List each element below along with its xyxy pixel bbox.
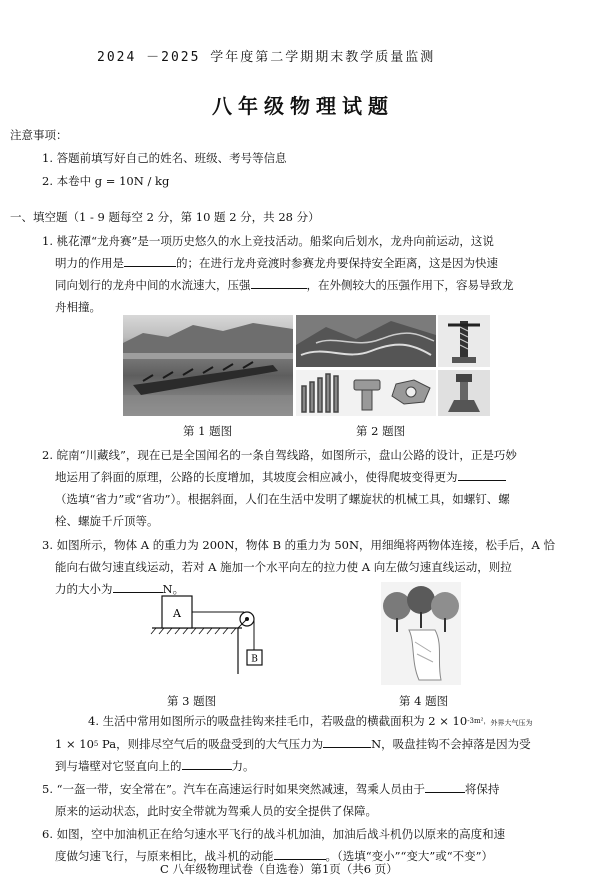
q1-text: 同向划行的龙舟中间的水流速大，压强 xyxy=(55,278,251,292)
suction-hook-image xyxy=(381,582,461,685)
q1-text: 明力的作用是 xyxy=(55,256,124,270)
q1-text: 的；在进行龙舟竞渡时参赛龙舟要保持安全距离，这是因为快速 xyxy=(176,256,498,270)
q4-text: 力。 xyxy=(231,759,255,773)
dragon-boat-image xyxy=(123,315,293,416)
q3-line: 3. 如图所示，物体 A 的重力为 200N，物体 B 的重力为 50N，用细绳将两物体连接，松手后，A 恰 xyxy=(42,538,555,552)
q3-text: 力的大小为 xyxy=(55,582,113,596)
q4-text: 到与墙壁对它竖直向上的 xyxy=(55,759,182,773)
q3-line: 能向右做匀速直线运动，若对 A 施加一个水平向左的拉力使 A 向左做匀速直线运动，则拉 xyxy=(55,560,512,574)
figure-caption: 第 1 题图 xyxy=(183,424,233,438)
exam-header: 2024 －2025 学年度第二学期期末教学质量监测 xyxy=(97,50,436,65)
dragon-boat-photo xyxy=(123,315,293,416)
q4-text: N，吸盘挂钩不会掉落是因为受 xyxy=(371,737,531,751)
q5-text: 将保持 xyxy=(464,782,500,796)
block-b-label: B xyxy=(251,654,258,665)
q4-line xyxy=(88,710,532,734)
pulley-diagram xyxy=(150,588,270,674)
answer-blank[interactable] xyxy=(182,756,232,770)
block-a-label: A xyxy=(173,607,181,620)
answer-blank[interactable] xyxy=(124,253,176,267)
q2-line: 栓、螺旋千斤顶等。 xyxy=(55,514,159,528)
q3-text: N。 xyxy=(162,582,185,596)
q2-line: 2. 皖南“川藏线”，现在已是全国闻名的一条自驾线路，如图所示，盘山公路的设计，正是巧妙 xyxy=(42,448,517,462)
q6-text: 度做匀速飞行，与原来相比，战斗机的动能 xyxy=(55,849,274,863)
q1-text: ，在外侧较大的压强作用下，容易导致龙 xyxy=(306,278,514,292)
q4-exponent: -3m²， xyxy=(467,717,491,725)
jack-diagram xyxy=(438,315,490,367)
q6-line: 6. 如图，空中加油机正在给匀速水平飞行的战斗机加油，加油后战斗机仍以原来的高度和速 xyxy=(42,827,506,841)
q5-text: 5. “一盔一带，安全常在”。汽车在高速运行时如果突然减速，驾乘人员由于 xyxy=(42,782,425,796)
figure-caption: 第 2 题图 xyxy=(356,424,406,438)
q4-exponent: 5 xyxy=(93,740,99,748)
page-title: 八年级物理试题 xyxy=(212,94,394,118)
notice-item: 1. 答题前填写好自己的姓名、班级、考号等信息 xyxy=(42,151,287,165)
answer-blank[interactable] xyxy=(251,275,307,289)
notice-item: 2. 本卷中 g = 10N / kg xyxy=(42,174,170,188)
q5-line: 原来的运动状态，此时安全带就为驾乘人员的安全提供了保障。 xyxy=(55,804,377,818)
screws-bolts-photo xyxy=(296,370,436,416)
q4-line xyxy=(55,755,255,777)
q1-line xyxy=(55,274,514,296)
q1-line: 1. 桃花潭“龙舟赛”是一项历史悠久的水上竞技活动。船桨向后划水，龙舟向前运动，这说 xyxy=(42,234,494,248)
screw-jack-image xyxy=(438,315,490,367)
q4-text: 4. 生活中常用如图所示的吸盘挂钩来挂毛巾，若吸盘的横截面积为 2 × 10 xyxy=(88,714,468,728)
figure-caption: 第 3 题图 xyxy=(167,694,217,708)
jack-photo xyxy=(438,370,490,416)
q5-line xyxy=(42,778,499,800)
section-heading: 一、填空题（1 - 9 题每空 2 分，第 10 题 2 分，共 28 分） xyxy=(10,210,320,224)
figure-caption: 第 4 题图 xyxy=(399,694,449,708)
q2-line xyxy=(55,466,506,488)
q4-line xyxy=(55,733,531,755)
answer-blank[interactable] xyxy=(458,467,506,481)
answer-blank[interactable] xyxy=(425,779,465,793)
q2-line: （选填“省力”或“省功”）。根据斜面，人们在生活中发明了螺旋状的机械工具，如螺钉、螺 xyxy=(55,492,510,506)
page-footer: C 八年级物理试卷（自选卷）第1页（共6 页） xyxy=(160,862,398,876)
q1-line xyxy=(55,252,498,274)
answer-blank[interactable] xyxy=(323,734,371,748)
q2-text: 地运用了斜面的原理，公路的长度增加，其坡度会相应减小，使得爬坡变得更为 xyxy=(55,470,458,484)
mountain-road-photo xyxy=(296,315,436,367)
q4-text: 外界大气压为 xyxy=(490,719,533,727)
notice-heading: 注意事项： xyxy=(10,128,68,142)
q6-text: 。（选填“变小”“变大”或“不变”） xyxy=(325,849,494,863)
jack-image xyxy=(438,370,490,416)
q1-line: 舟相撞。 xyxy=(55,300,101,314)
q4-text: 1 × 10 xyxy=(55,737,94,751)
q4-text: Pa，则排尽空气后的吸盘受到的大气压力为 xyxy=(98,737,324,751)
mountain-road-image xyxy=(296,315,436,367)
screws-image xyxy=(296,370,436,416)
suction-hook-photo xyxy=(381,582,461,685)
